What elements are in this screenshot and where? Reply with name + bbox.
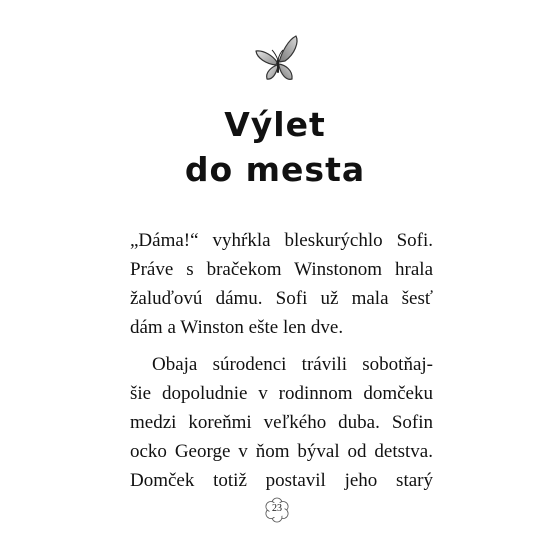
text-line: Domček totiž postavil jeho starý bbox=[130, 470, 433, 491]
chapter-title-line-2: do mesta bbox=[184, 150, 366, 189]
text-line: Obaja súrodenci trávili sobotňaj- bbox=[152, 354, 433, 375]
body-text bbox=[130, 226, 433, 495]
page-number-text: 23 bbox=[272, 503, 282, 514]
chapter-title bbox=[0, 102, 550, 192]
paragraph-1 bbox=[130, 226, 433, 342]
butterfly-icon bbox=[252, 34, 304, 86]
text-line: Práve s bračekom Winstonom hrala bbox=[130, 259, 433, 280]
text-line: medzi koreňmi veľkého duba. Sofin bbox=[130, 412, 433, 433]
paragraph-2 bbox=[130, 350, 433, 495]
page-number bbox=[264, 497, 290, 523]
text-line: šie dopoludnie v rodinnom domčeku bbox=[130, 383, 433, 404]
text-line: ocko George v ňom býval od detstva. bbox=[130, 441, 433, 462]
text-line: žaluďovú dámu. Sofi už mala šesť bbox=[130, 288, 433, 309]
text-line: dám a Winston ešte len dve. bbox=[130, 317, 344, 338]
text-line: „Dáma!“ vyhŕkla bleskurýchlo Sofi. bbox=[130, 230, 433, 251]
chapter-title-line-1: Výlet bbox=[224, 105, 326, 144]
